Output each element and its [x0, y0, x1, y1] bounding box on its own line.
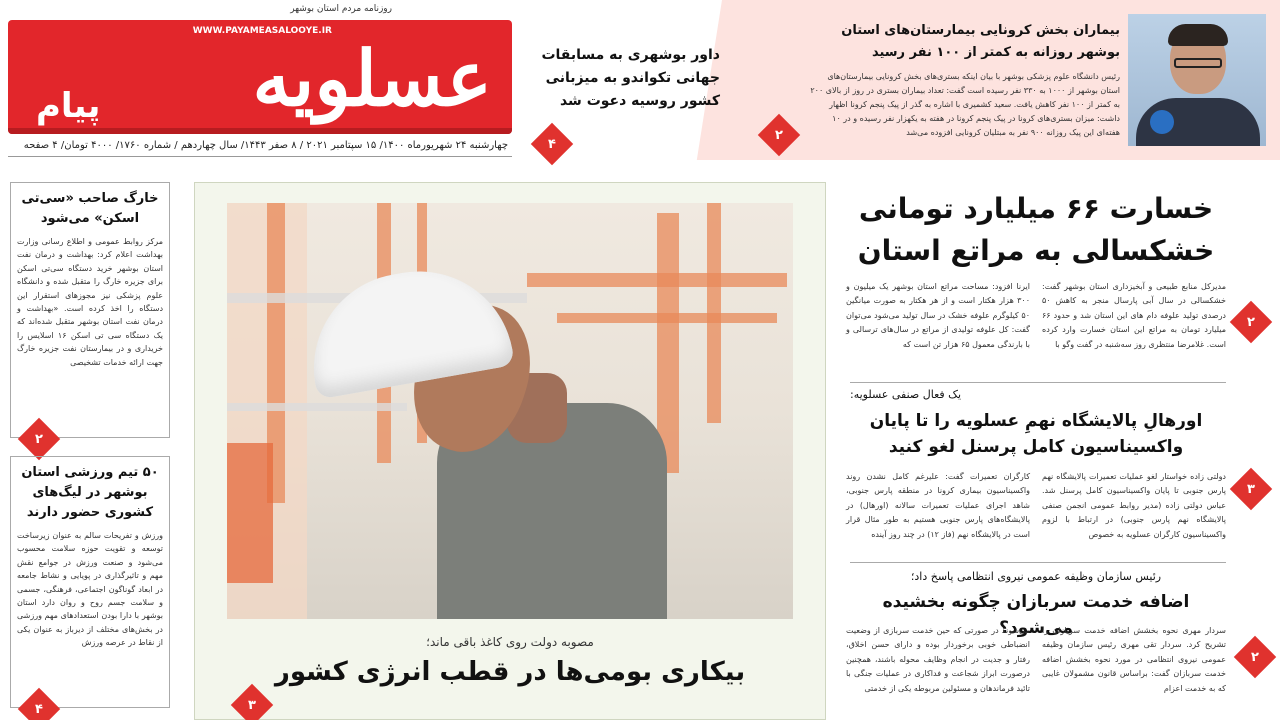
story1-headline[interactable]: خسارت ۶۶ میلیارد تومانی خشکسالی به مراتع استان: [857, 192, 1215, 267]
lead-story-page: ۳: [248, 697, 256, 713]
masthead-tagline: روزنامه مردم استان بوشهر: [290, 4, 392, 14]
side-top-page: ۲: [35, 431, 43, 447]
teaser-right-headline[interactable]: بیماران بخش کرونایی بیمارستان‌های استان بوشهر روزانه به کمتر از ۱۰۰ نفر رسید: [841, 23, 1120, 60]
story2-page: ۳: [1247, 481, 1255, 497]
side-story-kharg: [10, 182, 170, 438]
story1-body: [846, 280, 1226, 352]
teaser-left-page: ۴: [548, 136, 556, 152]
lead-story-headline[interactable]: بیکاری بومی‌ها در قطب انرژی کشور: [274, 657, 746, 687]
side-story-title[interactable]: خارگ صاحب «سی‌تی اسکن» می‌شود: [21, 191, 159, 226]
story2-col-right: دولتی زاده خواستار لغو عملیات تعمیرات پالایشگاه نهم پارس جنوبی تا پایان واکسیناسیون کامل پرسنل شد. عباس دولتی زاده (مدیر روابط عمومی انجمن صنفی پالایشگاه نهم پارس جنوبی) در ارتباط با لزوم واکسیناسیون کارگران عسلویه به خصوص: [1042, 472, 1226, 539]
divider: [8, 156, 512, 157]
story3-col-right: سردار مهری نحوه بخشش اضافه خدمت سربازان را تشریح کرد. سردار تقی مهری رئیس سازمان وظیفه عمومی نیروی انتظامی در مورد نحوه بخشش اضافه خدمت سربازان گفت: براساس قانون مشمولان غایبی که به خدمت اعزام: [1042, 626, 1226, 693]
story3-kicker: رئیس سازمان وظیفه عمومی نیروی انتظامی پاسخ داد؛: [910, 570, 1162, 583]
logo-stripe: [8, 128, 512, 134]
story3-headline[interactable]: اضافه خدمت سربازان چگونه بخشیده می‌شود؟: [882, 592, 1190, 638]
story2-headline[interactable]: اورهالِ پالایشگاه نهمِ عسلویه را تا پایان واکسیناسیون کامل پرسنل لغو کنید: [869, 411, 1203, 457]
story2-body: [846, 470, 1226, 542]
story3-body: [846, 624, 1226, 720]
story1-col-right: مدیرکل منابع طبیعی و آبخیزداری استان بوشهر گفت: خشکسالی در سال آبی پارسال منجر به کاهش ۵۰ درصدی تولید علوفه دام های این استان شد و حدود ۶۶ میلیارد تومان به مراتع این استان خسارت وارد کرده است. غلامرضا منتظری روز سه‌شنبه در گفت وگو با: [1042, 282, 1226, 349]
logo-sub-text: پیام: [36, 86, 101, 126]
masthead-url: WWW.PAYAMEASALOOYE.IR: [192, 26, 332, 36]
divider: [850, 382, 1226, 383]
story1-col-left: ایرنا افزود: مساحت مراتع استان بوشهر یک میلیون و ۳۰۰ هزار هکتار است و از هر هکتار به صورت میانگین ۵۰ کیلوگرم علوفه خشک در سال تولید می‌شود می‌توان گفت: کل علوفه تولیدی از مراتع در سال‌های ترسالی و با بارندگی معمول ۶۵ هزار تن است که: [846, 282, 1030, 349]
side-story-body: ورزش و تفریحات سالم به عنوان زیرساخت توسعه و تقویت حوزه سلامت محسوب می‌شود و صنعت ورزش در جوامع نقش مهم و تاثیرگذاری در پویایی و نشاط جامعه در ابعاد گوناگون اجتماعی، فرهنگی، جسمی و سلامت جسم روح و روان دارد استان بوشهر با دارا بودن استعدادهای مهم ورزشی در بخش‌های مختلف از دیرباز به عنوان یکی از نقاط در عرصه ورزش: [17, 531, 163, 648]
side-story-body: مرکز روابط عمومی و اطلاع رسانی وزارت بهداشت اعلام کرد: بهداشت و درمان نفت استان بوشهر خرید دستگاه سی‌تی اسکن برای جزیره خارگ را متقبل شده و دانشگاه علوم پزشکی نیز مجوزهای استقرار این دستگاه را اخذ کرده است. «بهداشت و درمان نفت استان بوشهر متقبل شده‌اند که یک دستگاه سی تی اسکن ۱۶ اسلایس را خریداری و در بیمارستان نفت جزیره خارگ جهت ارائه خدمات تشخیصی: [17, 237, 163, 367]
worker-photo: [227, 203, 793, 619]
newspaper-logo: [8, 20, 512, 134]
side-bottom-page: ۴: [35, 701, 43, 717]
teaser-left-headline[interactable]: داور بوشهری به مسابقات جهانی تکواندو به میزبانی کشور روسیه دعوت شد: [541, 47, 720, 109]
story3-col-left: می‌شوند در صورتی که حین خدمت سربازی از وضعیت انضباطی خوبی برخوردار بوده و دارای حسن اخلاق، رفتار و جدیت در انجام وظایف محوله باشند، همچنین درصورت ابراز شجاعت و فداکاری در عملیات جنگی با تائید فرماندهان و مسئولین مربوطه یکی از خدمتی: [846, 626, 1030, 693]
story1-page: ۲: [1247, 314, 1255, 330]
story2-kicker: یک فعال صنفی عسلویه:: [850, 388, 962, 401]
logo-main-text: عسلویه: [252, 34, 492, 123]
side-story-sports: [10, 456, 170, 708]
dateline: چهارشنبه ۲۴ شهریورماه ۱۴۰۰/ ۱۵ سپتامبر ۲۰۲۱ / ۸ صفر ۱۴۴۳/ سال چهاردهم / شماره ۱۷۶۰/ ۴۰۰۰ تومان/ ۴ صفحه: [23, 140, 508, 151]
microphone-icon: [1150, 110, 1174, 134]
official-photo: [1128, 14, 1266, 146]
divider: [850, 562, 1226, 563]
lead-story-frame: [194, 182, 826, 720]
side-story-title[interactable]: ۵۰ تیم ورزشی استان بوشهر در لیگ‌های کشوری حضور دارند: [21, 465, 159, 520]
teaser-right-body: رئیس دانشگاه علوم پزشکی بوشهر با بیان اینکه بستری‌های بخش کرونایی بیمارستان‌های استان بوشهر از ۱۰۰۰ به ۳۳۰ نفر رسیده است گفت: تعداد بیماران بستری در روز از بالای ۲۰۰ به کمتر از ۱۰۰ نفر کاهش یافت. سعید کشمیری با اشاره به گذر از پیک پنجم کرونا اظهار داشت: میزان بستری‌های کرونا در پیک پنجم کرونا در هفته به یکهزار نفر رسیده و در ۱۰ هفته‌ای این پیک روزانه ۹۰۰ نفر به مبتلیان کرونایی افزوده می‌شد: [810, 72, 1120, 137]
story2-col-left: کارگران تعمیرات گفت: علیرغم کامل نشدن روند واکسیناسیون بیماری کرونا در منطقه پارس جنوبی، شاهد اجرای عملیات تعمیرات سالانه (اورهال) در پالایشگاه‌های پارس جنوبی هستیم به طور مثال قرار است در پالایشگاه نهم (فاز ۱۲) در چند روز آینده: [846, 472, 1030, 539]
lead-story-kicker: مصوبه دولت روی کاغذ باقی ماند؛: [426, 635, 594, 649]
story3-page: ۲: [1251, 649, 1259, 665]
teaser-right-page: ۲: [775, 127, 783, 143]
masthead: [4, 4, 512, 164]
